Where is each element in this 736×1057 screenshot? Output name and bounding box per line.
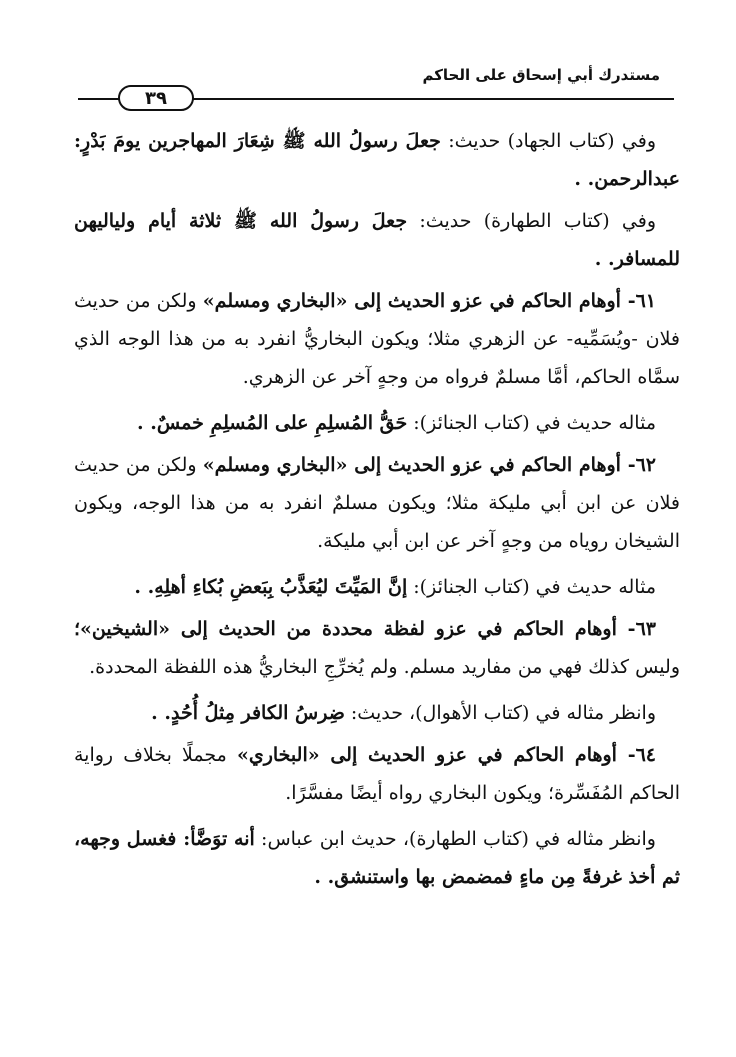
paragraph <box>74 202 680 278</box>
paragraph <box>74 820 680 896</box>
paragraph-text: ولكن من حديث فلان عن ابن أبي مليكة مثلا؛ ويكون مسلمٌ انفرد به من هذا الوجه، ويكون الشيخان روياه من وجهٍ آخر عن ابن أبي مليكة. <box>74 454 680 552</box>
paragraph-text: مجملًا بخلاف رواية الحاكم المُفَسِّرة؛ ويكون البخاري رواه أيضًا مفسَّرًا. <box>74 744 680 804</box>
page-number: ٣٩ <box>118 85 194 111</box>
paragraph <box>74 404 680 442</box>
paragraph-text: وليس كذلك فهي من مفاريد مسلم. ولم يُخرِّجِ البخاريُّ هذه اللفظة المحددة. <box>89 656 680 678</box>
paragraph <box>74 736 680 812</box>
paragraph <box>74 610 680 686</box>
paragraph <box>74 446 680 560</box>
paragraph-text: وفي (كتاب الجهاد) حديث: <box>440 130 657 152</box>
paragraph-text: وانظر مثاله في (كتاب الطهارة)، حديث ابن عباس: <box>254 828 656 850</box>
section-heading: ٦٤- أوهام الحاكم في عزو الحديث إلى «البخاري» <box>236 744 656 766</box>
paragraph-text: وفي (كتاب الطهارة) حديث: <box>407 210 656 232</box>
paragraph-text: مثاله حديث في (كتاب الجنائز): <box>407 412 656 434</box>
hadith-quote: جعلَ رسولُ الله ﷺ ثلاثة أيام ولياليهن للمسافر. . <box>74 210 680 270</box>
hadith-quote: ضِرسُ الكافر مِثلُ أُحُدٍ. . <box>151 702 345 724</box>
section-heading: ٦٣- أوهام الحاكم في عزو لفظة محددة من الحديث إلى «الشيخين»؛ <box>74 618 656 640</box>
paragraph <box>74 568 680 606</box>
paragraph <box>74 694 680 732</box>
paragraph-text: ولكن من حديث فلان -ويُسَمِّيه- عن الزهري مثلا؛ ويكون البخاريُّ انفرد به من هذا الوجه الذي سمَّاه الحاكم، أمَّا مسلمٌ فرواه من وجهٍ آخر عن الزهري. <box>74 290 680 388</box>
hadith-quote: جعلَ رسولُ الله ﷺ شِعَارَ المهاجرين يومَ بَدْرٍ: عبدالرحمن. . <box>74 130 680 190</box>
paragraph <box>74 122 680 198</box>
hadith-quote: حَقُّ المُسلِمِ على المُسلِمِ خمسٌ. . <box>137 412 408 434</box>
paragraph <box>74 282 680 396</box>
hadith-quote: أنه توَضَّأ: فغسل وجهه، ثم أخذ غرفةً مِن ماءٍ فمضمض بها واستنشق. . <box>74 828 680 888</box>
running-head-title: مستدرك أبي إسحاق على الحاكم <box>422 66 660 84</box>
section-heading: ٦٢- أوهام الحاكم في عزو الحديث إلى «البخاري ومسلم» <box>202 454 657 476</box>
hadith-quote: إنَّ المَيِّتَ ليُعَذَّبُ بِبَعضِ بُكاءِ أهلِهِ. . <box>134 576 408 598</box>
section-heading: ٦١- أوهام الحاكم في عزو الحديث إلى «البخاري ومسلم» <box>202 290 657 312</box>
body-text <box>74 122 680 900</box>
paragraph-text: وانظر مثاله في (كتاب الأهوال)، حديث: <box>344 702 656 724</box>
paragraph-text: مثاله حديث في (كتاب الجنائز): <box>407 576 656 598</box>
